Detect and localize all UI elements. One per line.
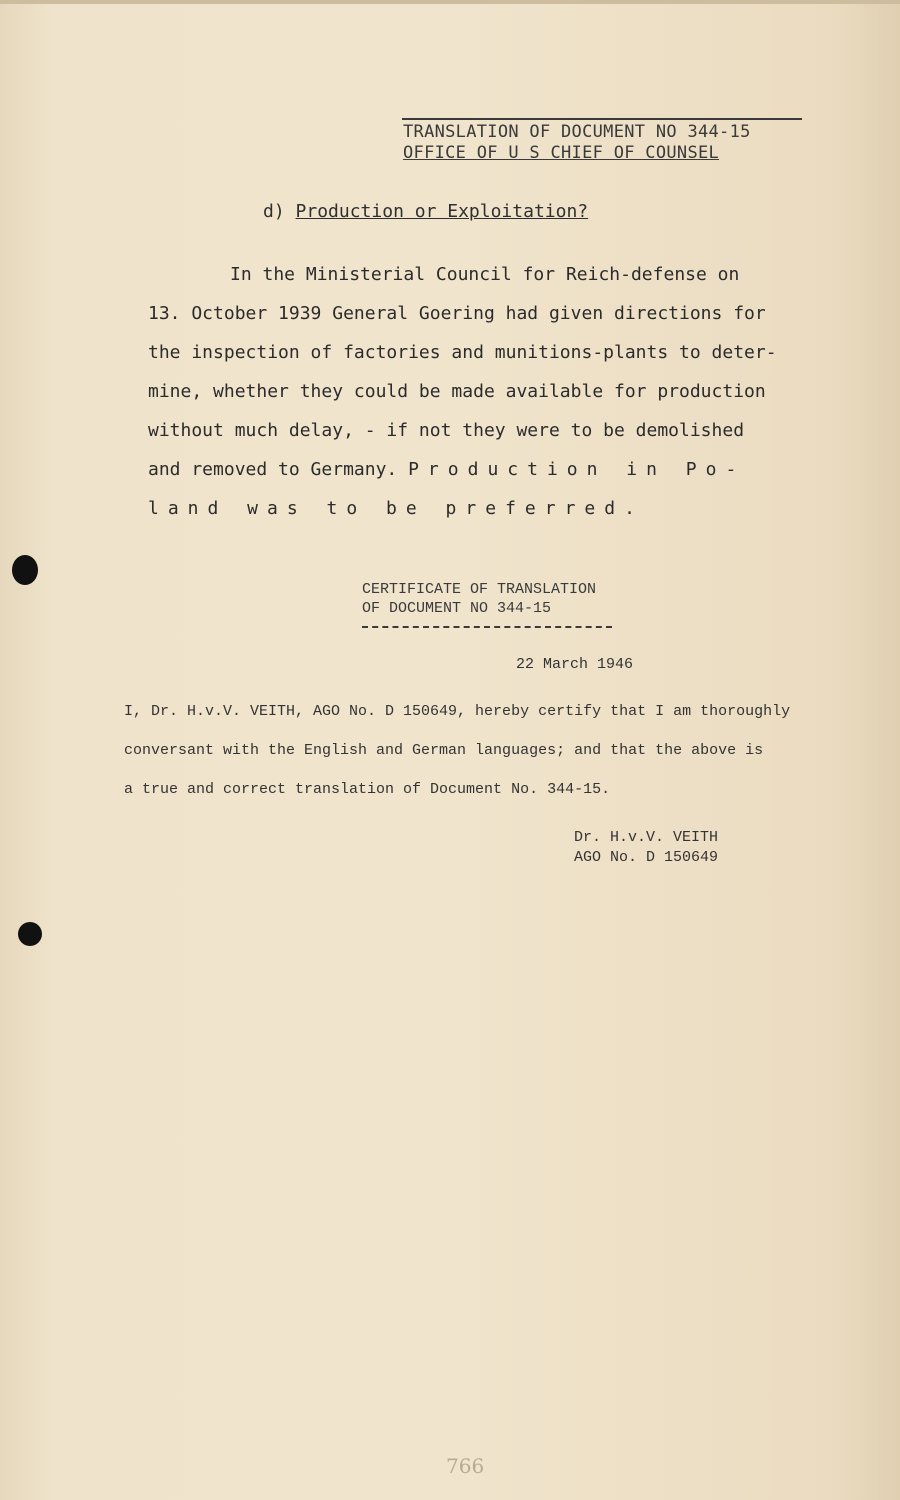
punch-hole-icon [12, 555, 38, 585]
section-marker: d) [263, 201, 285, 222]
section-title: Production or Exploitation? [295, 201, 589, 222]
section-heading [263, 201, 588, 222]
body-paragraph [148, 255, 838, 528]
punch-hole-icon [18, 922, 42, 946]
signature-ago: AGO No. D 150649 [574, 849, 719, 866]
certificate-line: a true and correct translation of Document No. 344-15. [124, 781, 611, 798]
body-line-text: and removed to Germany. [148, 459, 398, 480]
certificate-line: I, Dr. H.v.V. VEITH, AGO No. D 150649, hereby certify that I am thoroughly [124, 703, 791, 720]
certificate-line: conversant with the English and German languages; and that the above is [124, 742, 764, 759]
certificate-dashed-rule [362, 626, 612, 628]
page-top-edge [0, 0, 900, 4]
signature-block [574, 828, 718, 868]
signature-name: Dr. H.v.V. VEITH [574, 829, 719, 846]
body-line: 13. October 1939 General Goering had given directions for [148, 303, 766, 324]
header-rule [402, 118, 802, 120]
header-translation-line: TRANSLATION OF DOCUMENT NO 344-15 [403, 122, 751, 142]
body-line: mine, whether they could be made available for production [148, 381, 766, 402]
body-line: the inspection of factories and munitions-plants to deter- [148, 342, 777, 363]
page-number-mark: 766 [446, 1454, 485, 1478]
body-line: without much delay, - if not they were to be demolished [148, 420, 745, 441]
spaced-emphasis: Production in Po- [408, 459, 746, 480]
certificate-title-line: OF DOCUMENT NO 344-15 [362, 600, 552, 617]
certificate-body [124, 692, 844, 809]
body-line [148, 450, 838, 489]
certificate-date: 22 March 1946 [516, 656, 634, 673]
certificate-title [362, 580, 596, 618]
spaced-emphasis-line: land was to be preferred. [148, 498, 644, 519]
header-office-line: OFFICE OF U S CHIEF OF COUNSEL [403, 143, 720, 163]
body-line: In the Ministerial Council for Reich-defense on [230, 264, 740, 285]
certificate-title-line: CERTIFICATE OF TRANSLATION [362, 581, 597, 598]
